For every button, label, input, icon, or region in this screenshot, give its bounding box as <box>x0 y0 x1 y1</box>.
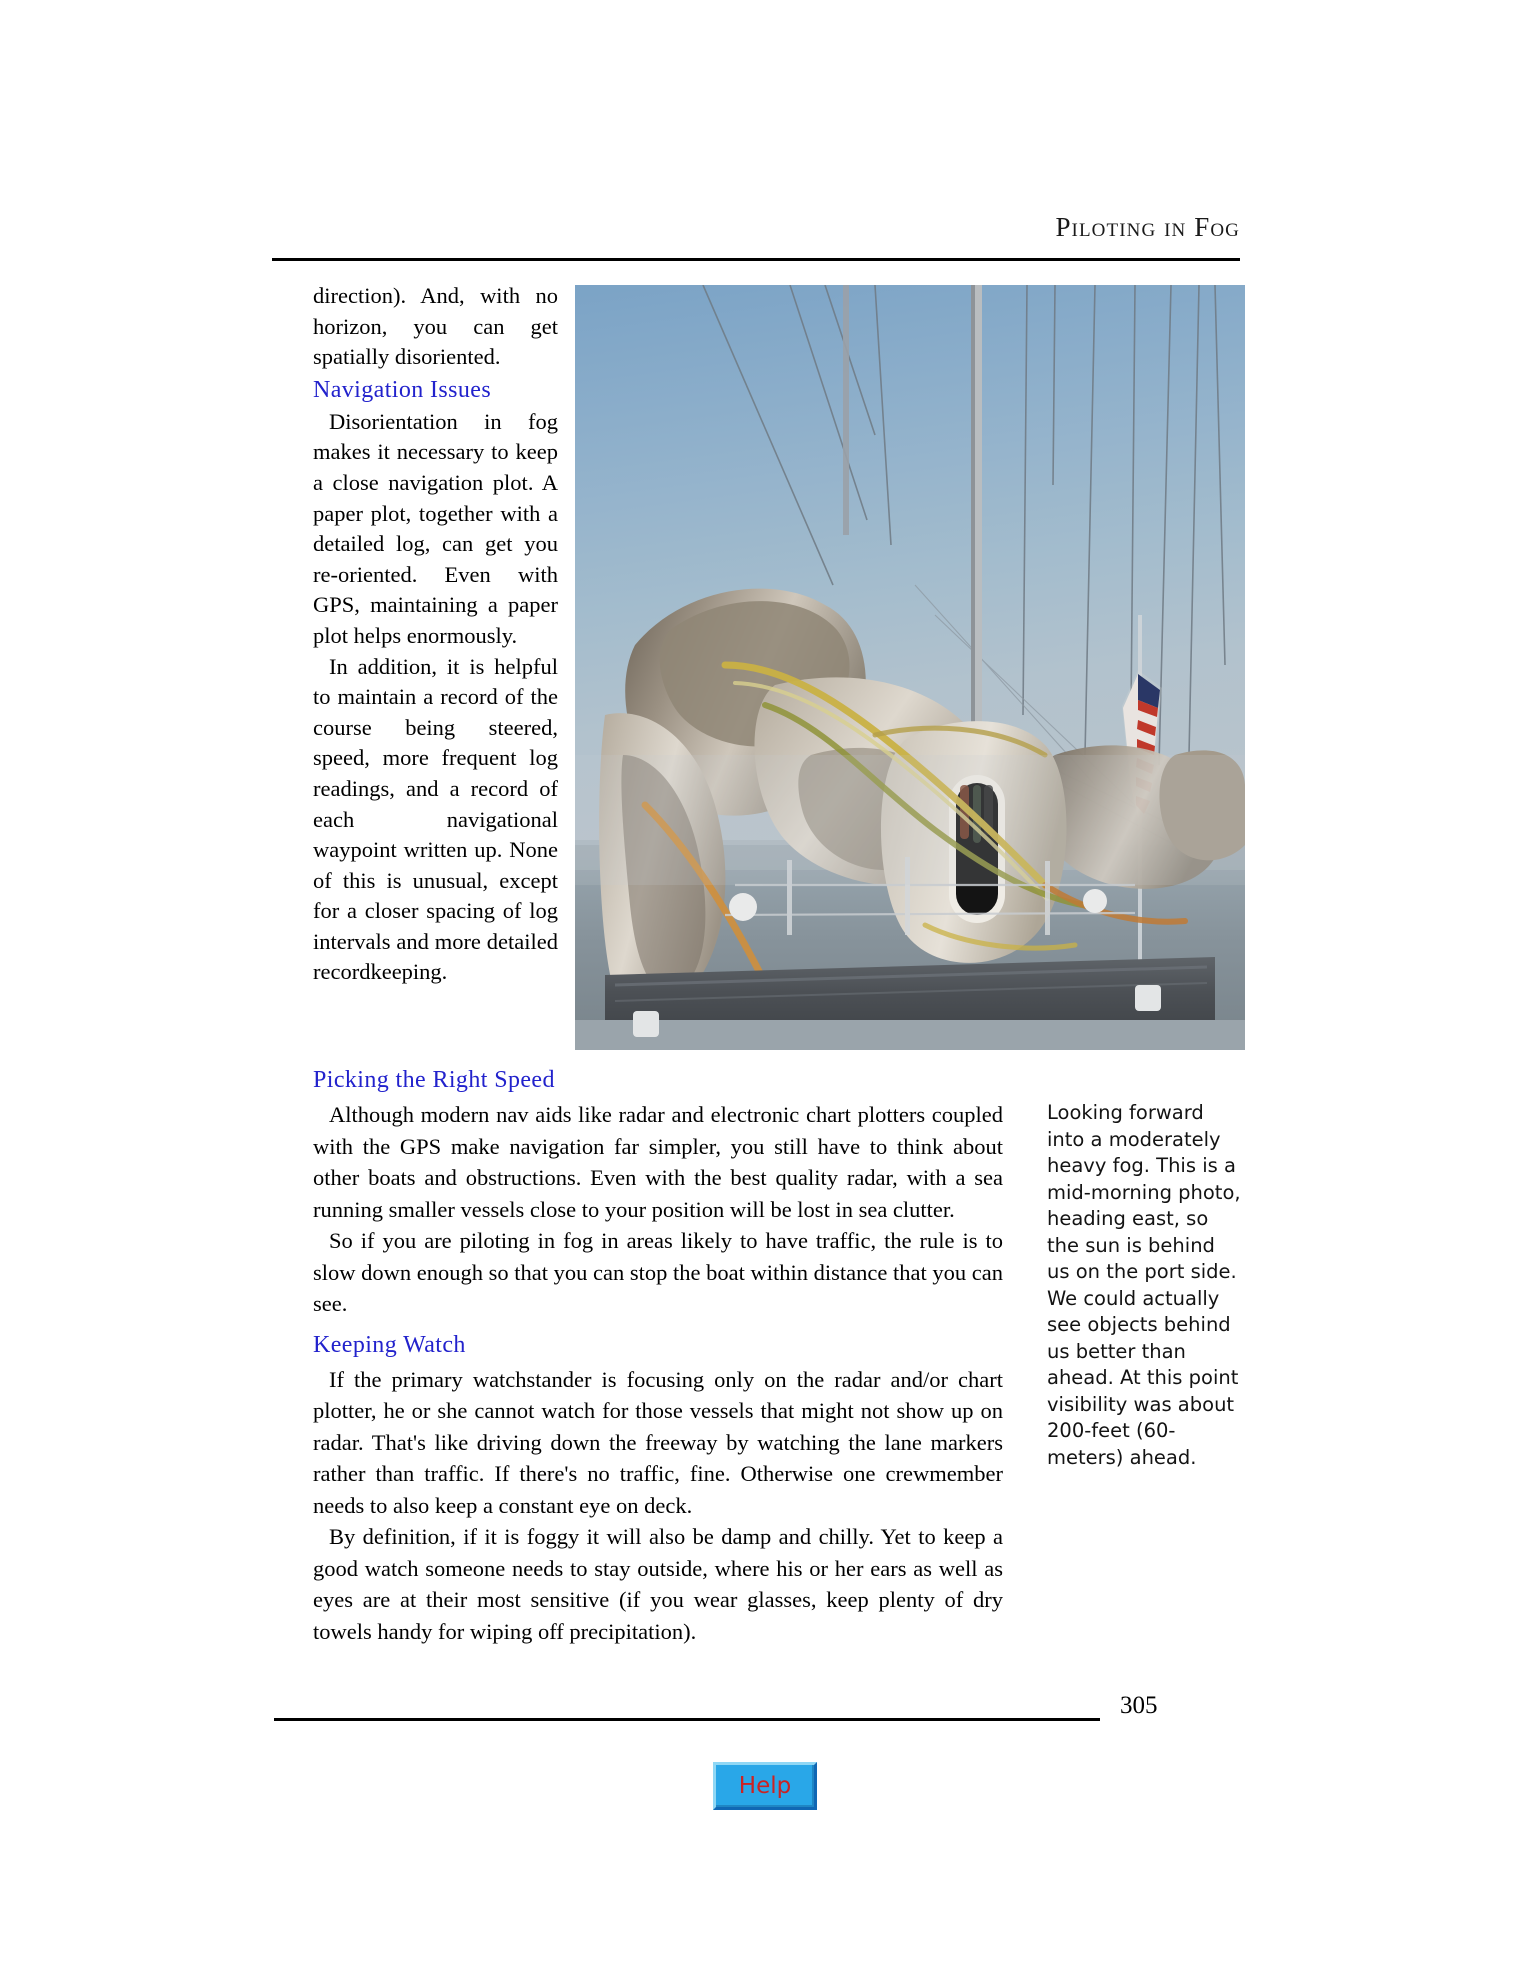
main-text-column <box>313 1063 1003 1647</box>
paragraph-navigation-1: Disorientation in fog makes it necessary to keep a close navigation plot. A paper plot, together with a detailed log, can get you re-oriented. Even with GPS, maintaining a paper plot helps enormously. <box>313 408 558 648</box>
page-number: 305 <box>1120 1692 1158 1719</box>
header-rule <box>272 258 1240 261</box>
paragraph-navigation-2: In addition, it is helpful to maintain a record of the course being steered, speed, more frequent log readings, and a record of each navigational waypoint written up. None of this is unusual, except for a closer spacing of log intervals and more detailed recordkeeping. <box>313 653 558 985</box>
paragraph-speed-1: Although modern nav aids like radar and electronic chart plotters coupled with the GPS make navigation far simpler, you still have to think about other boats and obstructions. Even with the best quality radar, with a sea running smaller vessels close to your position will be lost in sea clutter. <box>313 1102 1003 1222</box>
paragraph-watch-1: If the primary watchstander is focusing only on the radar and/or chart plotter, he or she cannot watch for those vessels that might not show up on radar. That's like driving down the freeway by watching the lane markers rather than traffic. If there's no traffic, fine. Otherwise one crewmember needs to also keep a constant eye on deck. <box>313 1366 1003 1518</box>
paragraph-continued: direction). And, with no horizon, you can get spatially disoriented. <box>313 283 558 370</box>
photo-caption: Looking forward into a moderately heavy fog. This is a mid-morning photo, heading east, so the sun is behind us on the port side. We could actually see objects behind us better than ahead. At this point visibility was about 200-feet (60-meters) ahead. <box>1047 1101 1241 1469</box>
heading-keeping-watch: Keeping Watch <box>313 1331 466 1358</box>
help-button-container <box>0 1762 1530 1810</box>
paragraph-watch-2: By definition, if it is foggy it will also be damp and chilly. Yet to keep a good watch someone needs to stay outside, where his or her ears as well as eyes are at their most sensitive (if you wear glasses, keep plenty of dry towels handy for wiping off precipitation). <box>313 1524 1003 1644</box>
running-head: Piloting in Fog <box>1055 212 1240 242</box>
photo-artwork <box>575 285 1245 1050</box>
left-text-column <box>313 281 558 988</box>
paragraph-speed-2: So if you are piloting in fog in areas likely to have traffic, the rule is to slow down enough so that you can stop the boat within distance that you can see. <box>313 1228 1003 1316</box>
help-button[interactable]: Help <box>713 1762 817 1810</box>
footer-rule <box>274 1718 1100 1721</box>
heading-picking-the-right-speed: Picking the Right Speed <box>313 1067 555 1093</box>
fog-photograph <box>575 285 1245 1050</box>
heading-navigation-issues: Navigation Issues <box>313 376 492 403</box>
